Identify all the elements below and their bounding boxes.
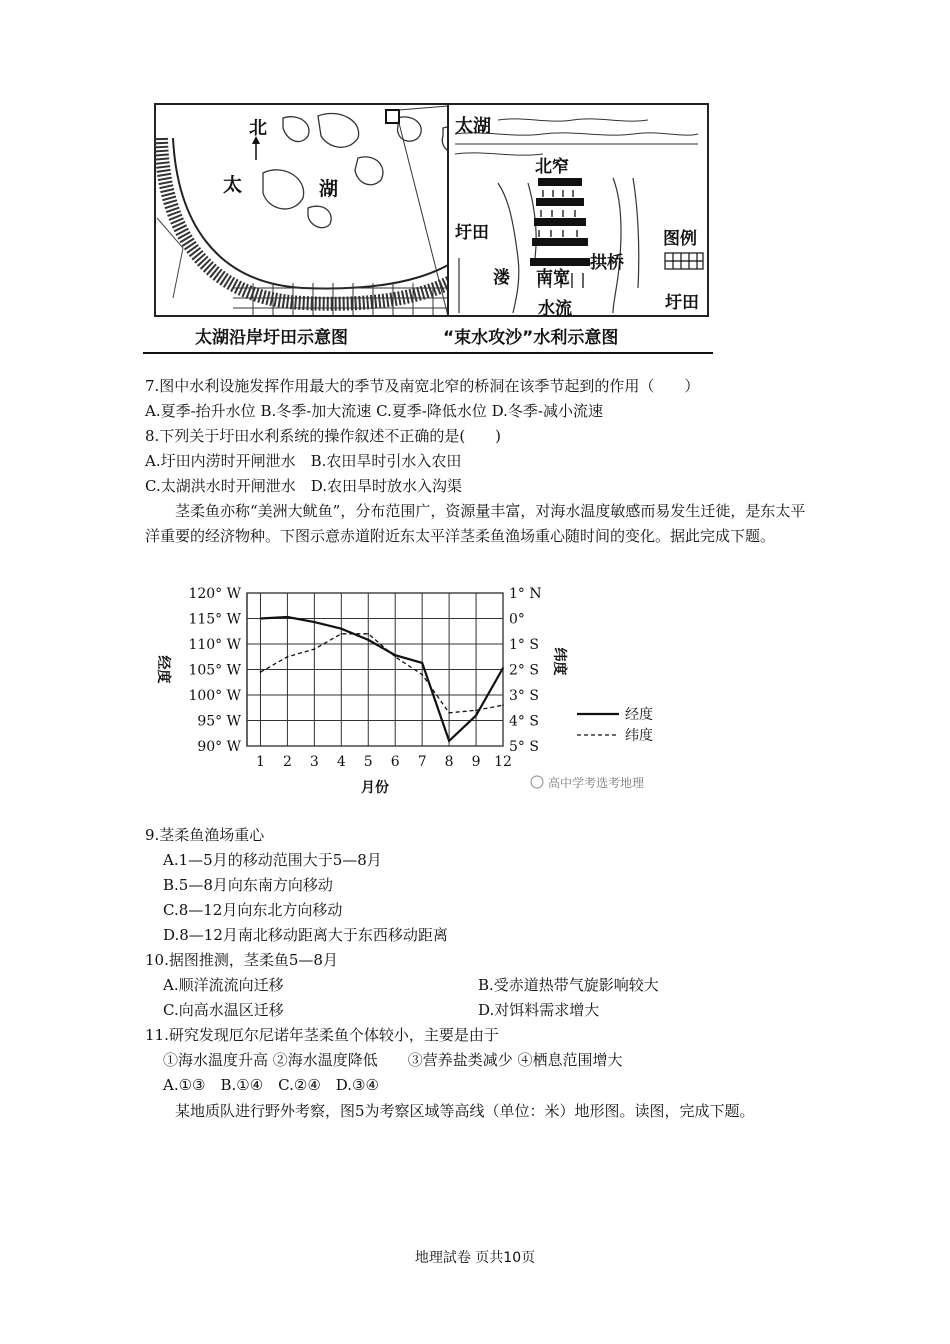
q11-options: A.①③ B.①④ C.②④ D.③④ [163,1076,379,1094]
label-taihu-inset: 太湖 [455,116,491,137]
right-tick-label: 4° S [509,713,539,730]
caption-left: 太湖沿岸圩田示意图 [195,328,348,348]
q10-c: C.向高水温区迁移 [163,1001,284,1019]
q9-b: B.5—8月向东南方向移动 [163,876,333,894]
x-tick-label: 2 [282,754,292,770]
x-tick-label: 9 [471,754,481,770]
longitude-point [448,740,450,742]
label-nan-kuan: 南宽 [536,268,570,288]
latitude-point [475,710,477,712]
q10-a: A.顺洋流流向迁移 [163,976,284,994]
longitude-point [394,654,396,656]
longitude-point [367,639,369,641]
legend-longitude-label: 经度 [625,707,653,723]
x-tick-label: 12 [494,754,512,770]
label-lou: 溇 [493,268,510,288]
longitude-point [287,616,289,618]
longitude-point [314,621,316,623]
q9-c: C.8—12月向东北方向移动 [163,901,343,919]
left-tick-label: 90° W [197,739,241,755]
latitude-point [367,633,369,635]
latitude-point [502,704,504,706]
q10-d: D.对饵料需求增大 [478,1001,600,1019]
q8-row1: A.圩田内涝时开闸泄水 B.农田旱时引水入农田 [145,452,462,470]
latitude-point [448,712,450,714]
x-tick-label: 6 [390,754,400,770]
q10-b: B.受赤道热带气旋影响较大 [478,976,659,994]
series-latitude-line [261,634,504,713]
q8-row2: C.太湖洪水时开闸泄水 D.农田旱时放水入沟渠 [145,477,462,495]
series-longitude-line [261,617,504,741]
chart-svg [145,578,665,798]
label-bei-zhai: 北窄 [535,157,569,177]
left-tick-label: 95° W [197,713,241,730]
right-tick-label: 2° S [509,662,539,679]
q9-a: A.1—5月的移动范围大于5—8月 [163,851,382,869]
legend-latitude-label: 纬度 [625,728,653,744]
caption-right: “束水攻沙”水利示意图 [443,328,619,348]
watermark-text: 高中学考选考地理 [548,776,645,790]
x-tick-label: 4 [336,754,346,770]
x-tick-label: 5 [363,754,373,770]
taihu-map-drawing [143,98,713,356]
q11-stem: 11.研究发现厄尔尼诺年茎柔鱼个体较小，主要是由于 [145,1026,499,1044]
x-tick-label: 7 [417,754,427,770]
right-tick-label: 1° S [509,637,539,653]
q7-options: A.夏季-抬升水位 B.冬季-加大流速 C.夏季-降低水位 D.冬季-减小流速 [145,402,603,420]
left-tick-label: 100° W [188,688,241,704]
q7-stem: 7.图中水利设施发挥作用最大的季节及南宽北窄的桥洞在该季节起到的作用（ ） [145,377,700,395]
q10-stem: 10.据图推测，茎柔鱼5—8月 [145,951,338,969]
latitude-point [260,671,262,673]
y-left-title: 经度 [155,655,171,684]
right-tick-label: 1° N [509,586,542,602]
longitude-point [502,667,504,669]
x-axis-title: 月份 [361,780,389,796]
longitude-point [260,618,262,620]
x-tick-label: 3 [309,754,319,770]
intro-geology: 某地质队进行野外考察，图5为考察区域等高线（单位：米）地形图。读图，完成下题。 [175,1102,755,1120]
label-hu: 湖 [319,178,339,200]
left-tick-label: 110° W [188,637,241,653]
q9-d: D.8—12月南北移动距离大于东西移动距离 [163,926,448,944]
label-north: 北 [249,118,267,139]
latitude-point [421,674,423,676]
right-tick-label: 3° S [509,688,539,704]
x-tick-label: 1 [256,754,265,770]
q11-items: ①海水温度升高 ②海水温度降低 ③营养盐类减少 ④栖息范围增大 [163,1051,623,1069]
legend-item: 圩田 [665,293,699,313]
latitude-point [394,656,396,658]
q8-stem: 8.下列关于圩田水利系统的操作叙述不正确的是( ) [145,427,502,445]
intro-squid: 茎柔鱼亦称“美洲大鱿鱼”，分布范围广，资源量丰富，对海水温度敏感而易发生迁徙，是东太平洋重要的经济物种。下图示意赤道附近东太平洋茎柔鱼渔场重心随时间的变化。据此完成下题。 [145,502,806,545]
left-tick-label: 105° W [188,662,241,679]
latitude-point [341,633,343,635]
right-tick-label: 0° [509,611,525,628]
figure-taihu [143,98,713,356]
legend-title: 图例 [663,229,697,249]
longitude-point [421,662,423,664]
y-right-title: 纬度 [551,647,567,676]
latitude-point [287,656,289,658]
squid-chart [145,578,665,798]
longitude-point [341,628,343,630]
page-footer: 地理試卷 页共10页 [414,1250,536,1266]
longitude-point [475,715,477,717]
x-tick-label: 8 [444,754,454,770]
left-tick-label: 120° W [188,586,241,602]
right-tick-label: 5° S [509,739,539,755]
left-tick-label: 115° W [188,611,241,628]
latitude-point [314,648,316,650]
label-gong-qiao: 拱桥 [590,253,624,273]
q9-stem: 9.茎柔鱼渔场重心 [145,826,265,844]
label-tai: 太 [223,174,243,196]
label-wei-tian: 圩田 [455,223,489,243]
watermark-icon [531,776,543,788]
label-shui-liu: 水流 [538,299,572,319]
